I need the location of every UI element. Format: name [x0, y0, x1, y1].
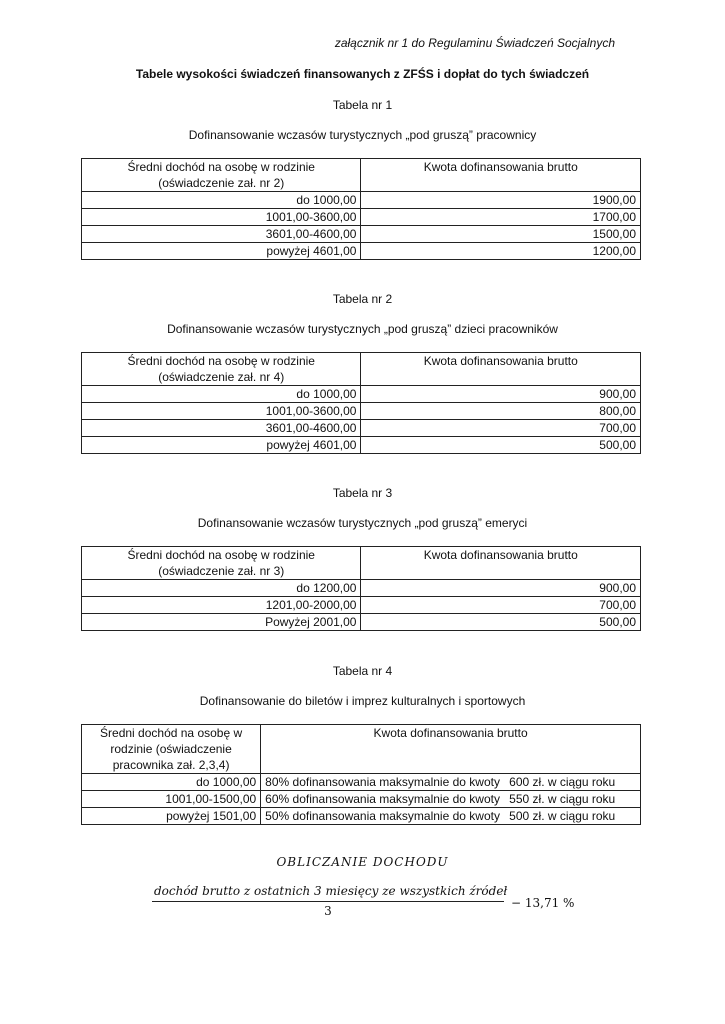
amount-cell: 1700,00	[361, 209, 641, 226]
table-row	[82, 791, 641, 808]
amount-cell: 700,00	[361, 420, 641, 437]
percent-text: 60% dofinansowania maksymalnie do kwoty	[265, 792, 500, 806]
table-1	[81, 158, 641, 260]
amount-cell: 1500,00	[361, 226, 641, 243]
amount-cell	[261, 808, 641, 825]
percent-text: 50% dofinansowania maksymalnie do kwoty	[265, 809, 500, 823]
table-3	[81, 546, 641, 631]
table-4-number: Tabela nr 4	[332, 664, 393, 678]
income-cell: powyżej 1501,00	[82, 808, 261, 825]
amount-cell	[261, 774, 641, 791]
table-3-caption: Dofinansowanie wczasów turystycznych „pod gruszą” emeryci	[197, 516, 528, 530]
header-income-line: Średni dochód na osobę w rodzinie	[127, 354, 315, 368]
income-cell: do 1000,00	[82, 192, 361, 209]
header-income	[82, 159, 361, 192]
header-income-line: Średni dochód na osobę w rodzinie	[127, 160, 315, 174]
table-header-row	[82, 547, 641, 580]
amount-cell: 700,00	[361, 597, 641, 614]
header-income-line: Średni dochód na osobę w rodzinie	[127, 548, 315, 562]
header-amount: Kwota dofinansowania brutto	[361, 159, 641, 192]
page-title: Tabele wysokości świadczeń finansowanych z ZFŚS i dopłat do tych świadczeń	[135, 67, 590, 81]
limit-text: 500 zł. w ciągu roku	[509, 809, 616, 823]
limit-text: 600 zł. w ciągu roku	[509, 775, 616, 789]
table-row	[82, 192, 641, 209]
income-cell: 3601,00-4600,00	[82, 226, 361, 243]
header-amount: Kwota dofinansowania brutto	[261, 725, 641, 774]
percent-text: 80% dofinansowania maksymalnie do kwoty	[265, 775, 500, 789]
header-income-line: (oświadczenie zał. nr 4)	[158, 370, 285, 384]
header-income-line: rodzinie (oświadczenie	[110, 742, 232, 756]
annex-note: załącznik nr 1 do Regulaminu Świadczeń Socjalnych	[334, 36, 615, 50]
table-row	[82, 386, 641, 403]
income-cell: 1001,00-1500,00	[82, 791, 261, 808]
formula-title: OBLICZANIE DOCHODU	[276, 855, 449, 869]
header-amount: Kwota dofinansowania brutto	[361, 547, 641, 580]
income-cell: do 1200,00	[82, 580, 361, 597]
income-cell: 1201,00-2000,00	[82, 597, 361, 614]
table-row	[82, 808, 641, 825]
income-cell: do 1000,00	[82, 386, 361, 403]
table-2-caption: Dofinansowanie wczasów turystycznych „pod gruszą” dzieci pracowników	[167, 322, 558, 336]
formula-denominator: 3	[324, 904, 332, 918]
header-income-line: Średni dochód na osobę w	[100, 726, 243, 740]
header-income-line: pracownika zał. 2,3,4)	[112, 758, 230, 772]
table-1-number: Tabela nr 1	[332, 98, 393, 112]
table-4-caption: Dofinansowanie do biletów i imprez kulturalnych i sportowych	[199, 694, 526, 708]
header-income	[82, 547, 361, 580]
limit-text: 550 zł. w ciągu roku	[509, 792, 616, 806]
income-cell: powyżej 4601,00	[82, 437, 361, 454]
income-cell: 1001,00-3600,00	[82, 403, 361, 420]
header-income-line: (oświadczenie zał. nr 2)	[158, 176, 285, 190]
income-cell: 1001,00-3600,00	[82, 209, 361, 226]
table-header-row	[82, 353, 641, 386]
table-row	[82, 243, 641, 260]
table-row	[82, 420, 641, 437]
table-2-number: Tabela nr 2	[332, 292, 393, 306]
formula-suffix: − 13,71 %	[511, 896, 575, 910]
table-1-caption: Dofinansowanie wczasów turystycznych „pod gruszą” pracownicy	[188, 128, 537, 142]
table-row	[82, 403, 641, 420]
table-row	[82, 614, 641, 631]
amount-cell: 1200,00	[361, 243, 641, 260]
header-income	[82, 725, 261, 774]
table-row	[82, 209, 641, 226]
amount-cell: 500,00	[361, 614, 641, 631]
formula-numerator: dochód brutto z ostatnich 3 miesięcy ze wszystkich źródeł	[154, 884, 508, 898]
table-2	[81, 352, 641, 454]
table-row	[82, 226, 641, 243]
amount-cell: 500,00	[361, 437, 641, 454]
header-income	[82, 353, 361, 386]
income-cell: powyżej 4601,00	[82, 243, 361, 260]
table-row	[82, 597, 641, 614]
income-cell: do 1000,00	[82, 774, 261, 791]
table-header-row	[82, 725, 641, 774]
table-row	[82, 580, 641, 597]
header-income-line: (oświadczenie zał. nr 3)	[158, 564, 285, 578]
table-3-number: Tabela nr 3	[332, 486, 393, 500]
header-amount: Kwota dofinansowania brutto	[361, 353, 641, 386]
amount-cell: 900,00	[361, 580, 641, 597]
table-4	[81, 724, 641, 825]
amount-cell: 900,00	[361, 386, 641, 403]
amount-cell: 800,00	[361, 403, 641, 420]
income-cell: Powyżej 2001,00	[82, 614, 361, 631]
table-header-row	[82, 159, 641, 192]
amount-cell: 1900,00	[361, 192, 641, 209]
table-row	[82, 437, 641, 454]
table-row	[82, 774, 641, 791]
income-cell: 3601,00-4600,00	[82, 420, 361, 437]
amount-cell	[261, 791, 641, 808]
income-formula	[152, 884, 509, 918]
